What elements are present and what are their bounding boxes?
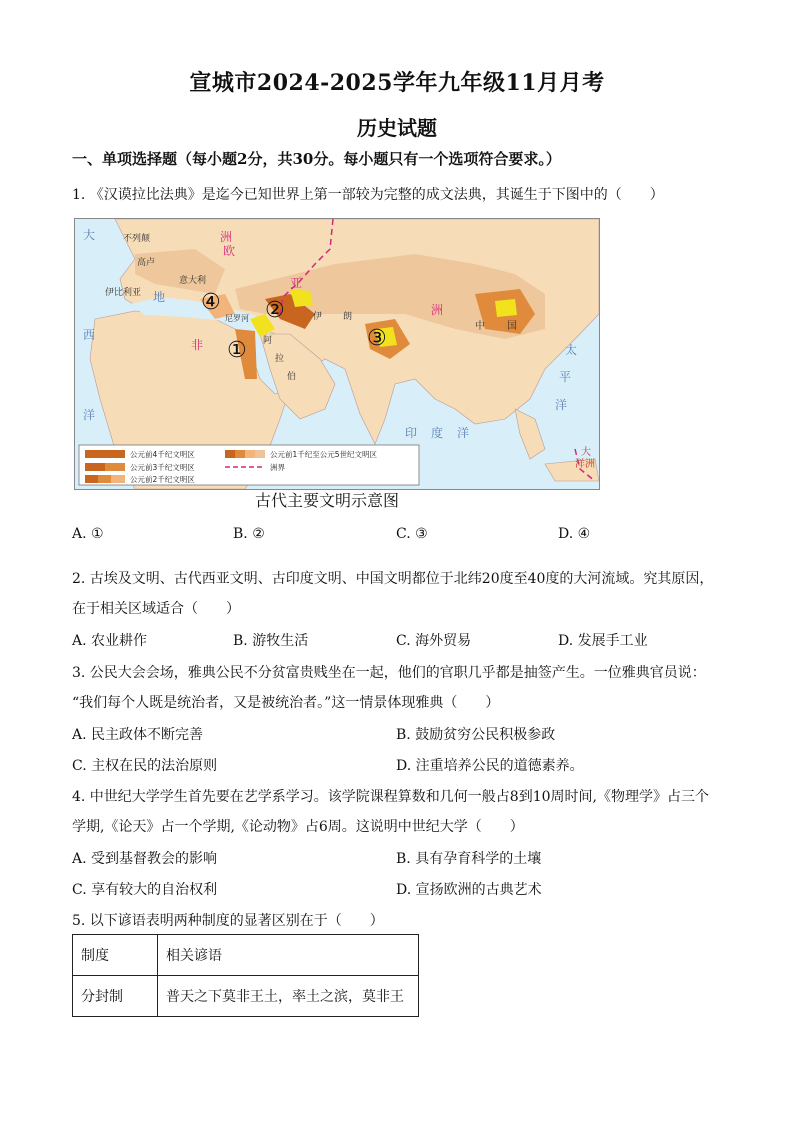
label-china-zhong: 中 [475,321,485,332]
label-atlantic-da: 大 [83,228,96,242]
q4-option-a[interactable]: A. 受到基督教会的影响 [72,851,218,867]
label-nile: 尼罗河 [225,314,249,323]
map-caption: 古代主要文明示意图 [255,491,400,510]
label-arabia-a: 阿 [263,336,273,346]
q4-option-b[interactable]: B. 具有孕育科学的土壤 [396,851,542,867]
legend-boundary: 洲界 [270,463,285,472]
label-gaul: 高卢 [137,258,156,268]
label-atlantic-xi: 西 [83,328,96,342]
q1-option-c[interactable]: C. ③ [396,526,428,542]
q5-stem: 5. 以下谚语表明两种制度的显著区别在于（ ） [72,913,384,929]
label-mediterranean: 地 [153,290,166,304]
q4-option-d[interactable]: D. 宣扬欧洲的古典艺术 [396,882,542,898]
label-indian-du: 度 [431,426,444,440]
q4-line-1: 4. 中世纪大学学生首先要在艺学系学习。该学院课程算数和几何一般占8到10周时间,《物理学》占三个 [72,789,709,805]
label-atlantic-yang: 洋 [83,408,96,422]
table-cell-proverb: 普天之下莫非王土，率土之滨，莫非王 [158,976,419,1017]
q1-option-b[interactable]: B. ② [233,526,265,542]
table-cell-system: 分封制 [73,976,158,1017]
table-row [73,976,419,1017]
q3-option-c[interactable]: C. 主权在民的法治原则 [72,758,218,774]
q2-option-a[interactable]: A. 农业耕作 [72,633,148,649]
legend-swatch-bc1000-a [225,450,235,458]
q4-line-2: 学期,《论天》占一个学期,《论动物》占6周。这说明中世纪大学（ ） [72,819,524,835]
table-header-proverb: 相关谚语 [158,935,419,976]
label-indian-yin: 印 [405,426,418,440]
label-indian-yang: 洋 [457,426,470,440]
q3-line-2: “我们每个人既是统治者，又是被统治者。”这一情景体现雅典（ ） [72,695,500,711]
q3-option-b[interactable]: B. 鼓励贫穷公民积极参政 [396,727,556,743]
q2-line-1: 2. 古埃及文明、古代西亚文明、古印度文明、中国文明都位于北纬20度至40度的大河流域。究其原因， [72,571,714,587]
legend-bc1000: 公元前1千纪至公元5世纪文明区 [270,450,378,459]
label-iran-yi: 伊 [313,312,323,322]
label-europe: 欧 [223,244,236,258]
section-title: 一、单项选择题（每小题2分，共30分。每小题只有一个选项符合要求。） [72,150,561,168]
label-iberia: 伊比利亚 [105,288,142,298]
label-asia-zhou: 洲 [220,230,233,244]
map-legend [79,445,419,485]
legend-swatch-bc3000-b [105,463,125,471]
label-oceania-yangzhou: 洋洲 [575,459,595,470]
marker-4: ④ [201,290,221,315]
q3-line-1: 3. 公民大会会场，雅典公民不分贫富贵贱坐在一起，他们的官职几乎都是抽签产生。一位雅典官员说： [72,665,706,681]
label-pacific-tai: 太 [565,343,578,357]
label-italy: 意大利 [179,276,207,286]
legend-swatch-bc1000-c [245,450,255,458]
marker-3: ③ [367,326,387,351]
legend-swatch-bc2000-c [111,475,125,483]
highlight-china [495,299,517,317]
legend-swatch-bc4000 [85,450,125,458]
label-pacific-yang: 洋 [555,398,568,412]
label-arabia-la: 拉 [275,354,285,364]
label-iran-lang: 朗 [343,312,353,322]
label-africa-zhou: 洲 [431,303,444,317]
label-china-guo: 国 [507,321,517,332]
legend-swatch-bc2000-a [85,475,98,483]
q2-option-c[interactable]: C. 海外贸易 [396,633,472,649]
q5-table [72,934,419,1017]
label-pacific-ping: 平 [559,370,572,384]
map-svg [75,219,599,489]
label-asia-ya: 亚 [290,276,303,290]
q2-option-b[interactable]: B. 游牧生活 [233,633,309,649]
legend-swatch-bc1000-d [255,450,265,458]
q2-line-2: 在于相关区域适合（ ） [72,601,240,617]
subject-title: 历史试题 [357,116,437,140]
legend-swatch-bc3000-a [85,463,105,471]
q4-option-c[interactable]: C. 享有较大的自治权利 [72,882,218,898]
legend-bc3000: 公元前3千纪文明区 [130,463,195,472]
legend-swatch-bc1000-b [235,450,245,458]
table-header-row [73,935,419,976]
q1-stem: 1. 《汉谟拉比法典》是迄今已知世界上第一部较为完整的成文法典，其诞生于下图中的（ ） [72,187,664,203]
label-oceania-da: 大 [581,447,591,458]
exam-title: 宣城市2024-2025学年九年级11月月考 [189,70,605,96]
q3-option-a[interactable]: A. 民主政体不断完善 [72,727,204,743]
label-arabia-bo: 伯 [287,372,297,382]
q3-option-d[interactable]: D. 注重培养公民的道德素养。 [396,758,584,774]
label-britain: 不列颠 [123,234,151,244]
q1-option-a[interactable]: A. ① [72,526,104,542]
table-header-system: 制度 [73,935,158,976]
legend-bc4000: 公元前4千纪文明区 [130,450,195,459]
q2-option-d[interactable]: D. 发展手工业 [558,633,648,649]
marker-2: ② [265,298,285,323]
legend-bc2000: 公元前2千纪文明区 [130,475,195,484]
legend-swatch-bc2000-b [98,475,111,483]
civilization-map [74,218,600,490]
label-africa-fei: 非 [191,338,204,352]
marker-1: ① [227,338,247,363]
q1-option-d[interactable]: D. ④ [558,526,591,542]
